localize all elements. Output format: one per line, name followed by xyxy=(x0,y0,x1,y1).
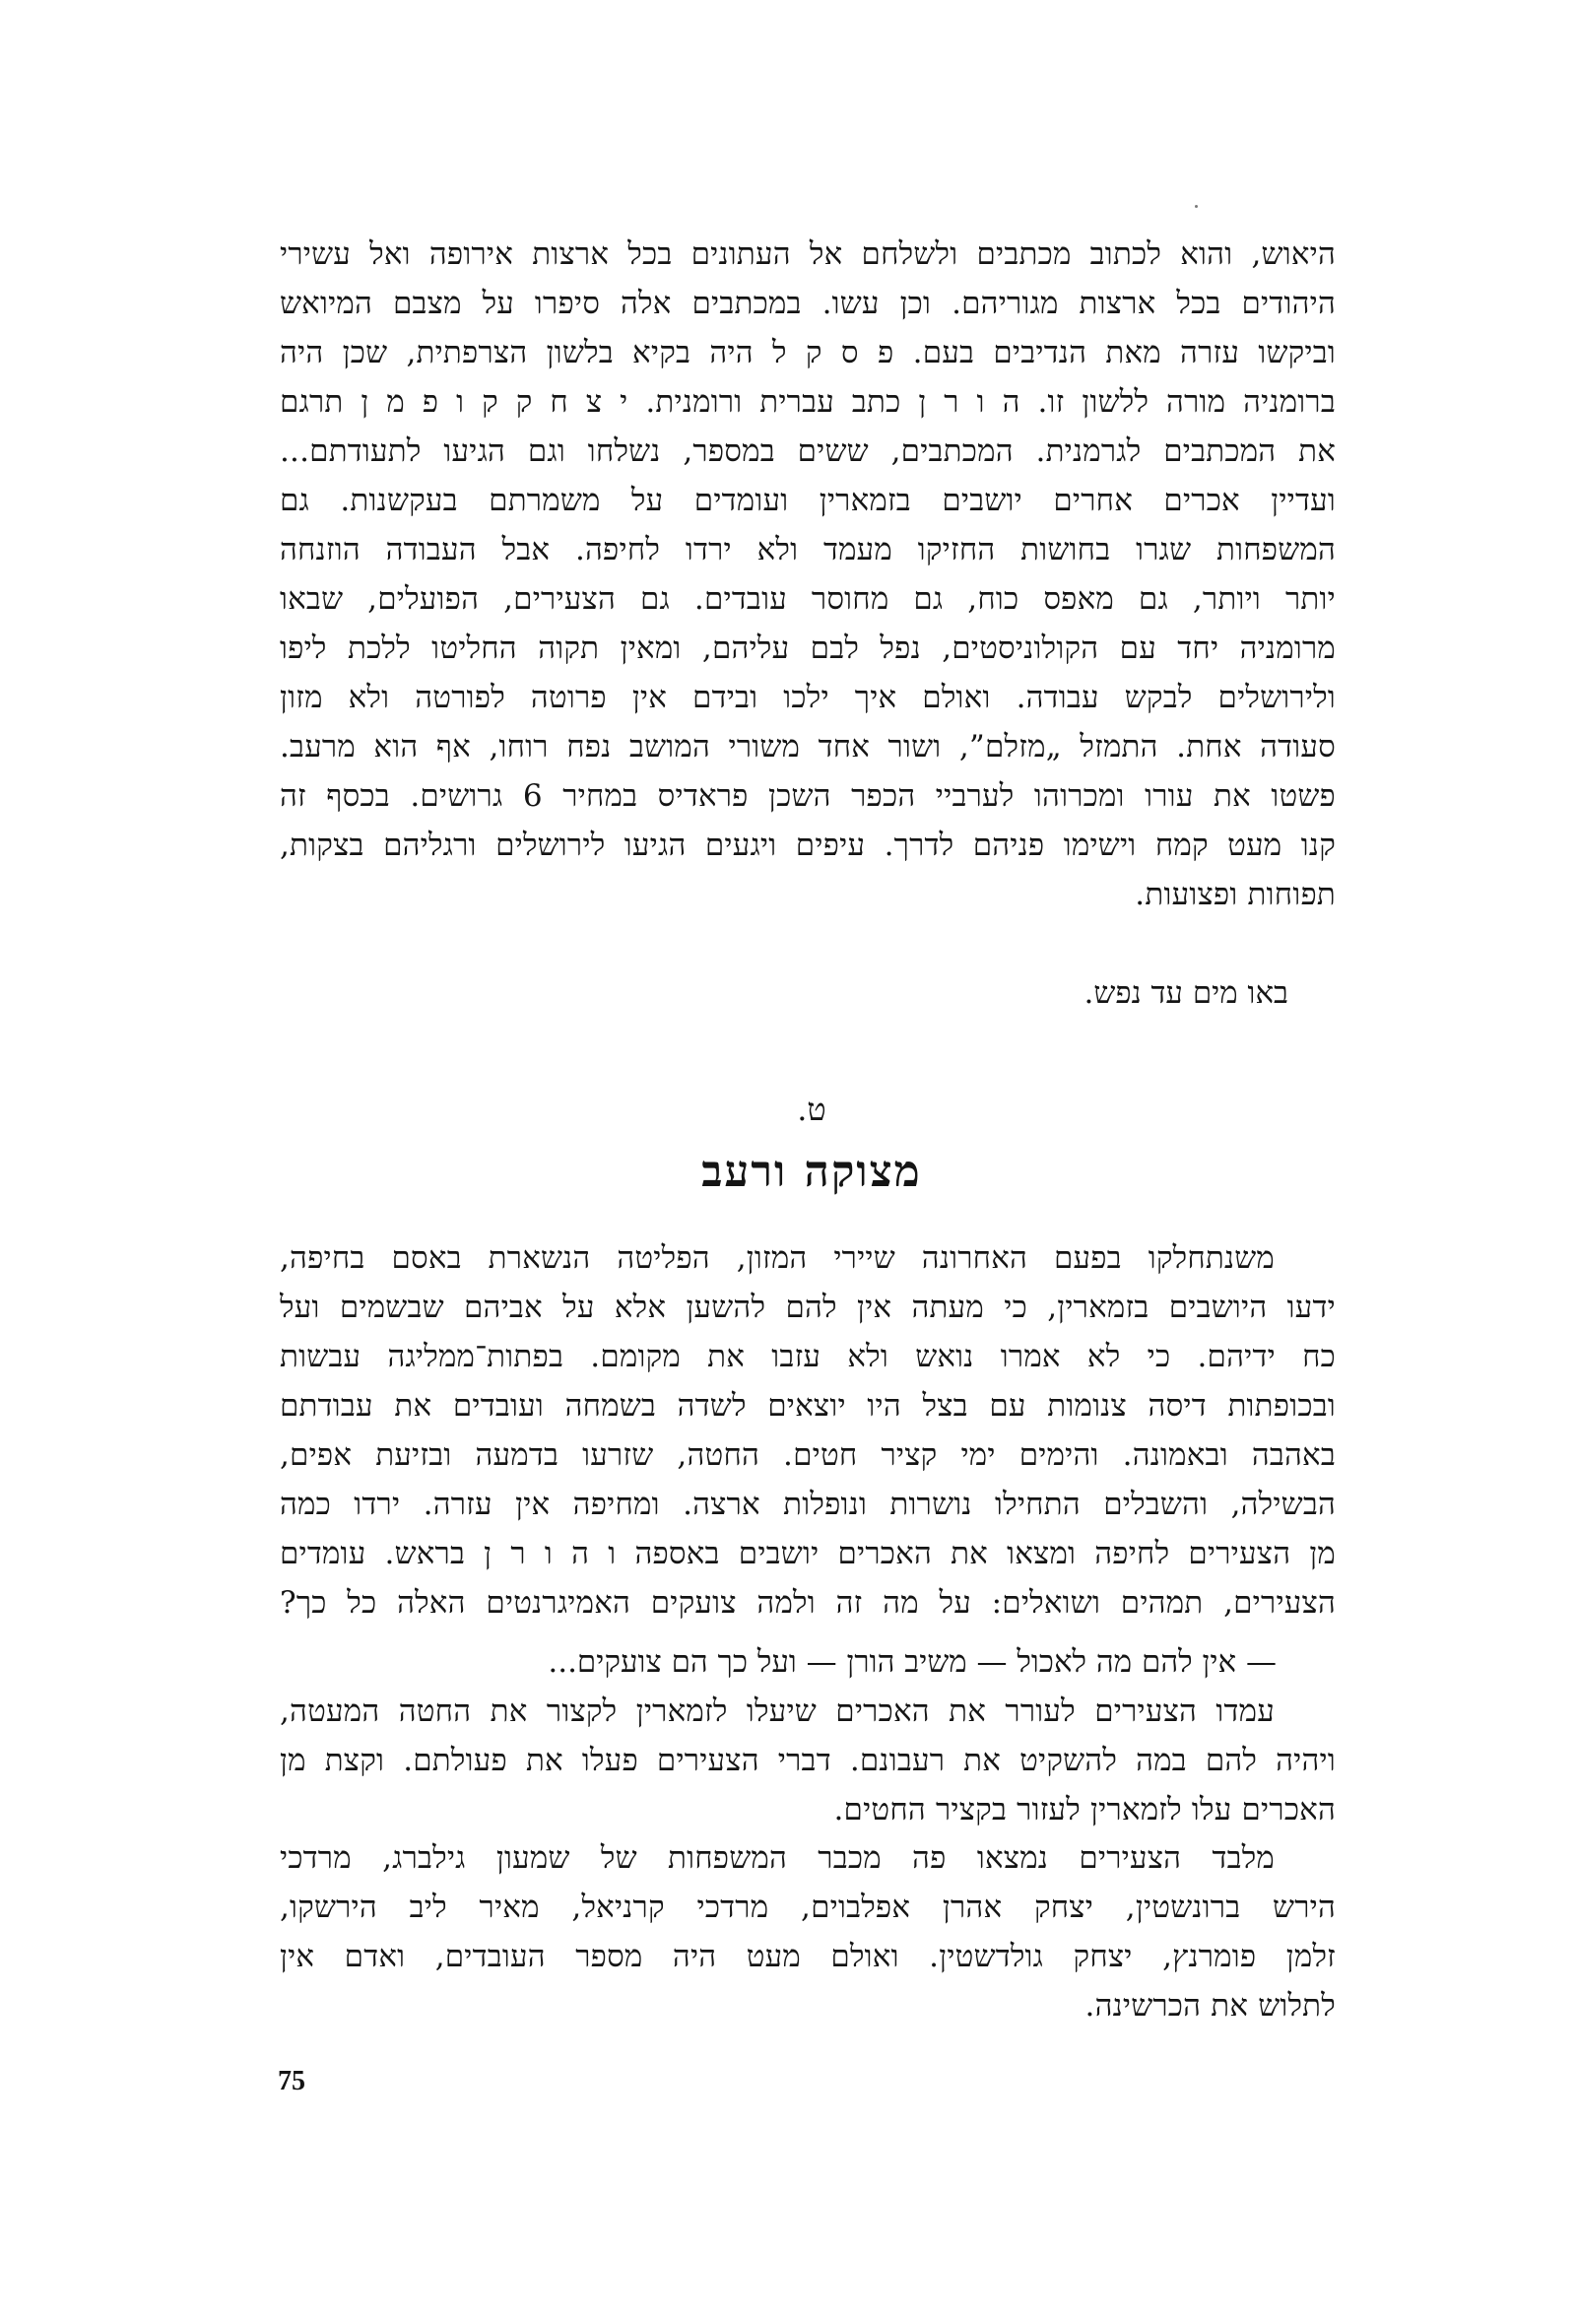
paragraph-harvest xyxy=(280,1687,1336,1834)
text-line: המשפחות שגרו בחושות החזיקו מעמד ולא ירדו לחיפה. אבל העבודה הוזנחה xyxy=(280,532,1336,567)
text-line: כח ידיהם. כי לא אמרו נואש ולא עזבו את מקומם. בפתות־ממליגה עבשות xyxy=(280,1339,1336,1374)
text-line: ולירושלים לבקש עבודה. ואולם איך ילכו ובידם אין פרוטה לפורטה ולא מזון xyxy=(280,680,1336,715)
chapter-title: מצוקה ורעב xyxy=(701,1147,922,1197)
page-number: 75 xyxy=(278,2066,305,2096)
text-line: מלבד הצעירים נמצאו פה מכבר המשפחות של שמעון גילברג, מרדכי xyxy=(280,1840,1275,1876)
text-line: היאוש, והוא לכתוב מכתבים ולשלחם אל העתונים בכל ארצות אירופה ואל עשירי xyxy=(280,236,1336,272)
text-line: משנתחלקו בפעם האחרונה שיירי המזון, הפליטה הנשארת באסם בחיפה, xyxy=(280,1240,1275,1276)
text-line: באהבה ובאמונה. והימים ימי קציר חטים. החטה, שזרעו בדמעה ובזיעת אפים, xyxy=(280,1437,1336,1473)
text-line: וביקשו עזרה מאת הנדיבים בעם. פ ס ק ל היה בקיא בלשון הצרפתית, שכן היה xyxy=(280,335,1336,370)
text-line: זלמן פומרנץ, יצחק גולדשטין. ואולם מעט היה מספר העובדים, ואדם אין xyxy=(280,1939,1336,1974)
text-line: עמדו הצעירים לעורר את האכרים שיעלו לזמארין לקצור את החטה המעטה, xyxy=(280,1693,1275,1729)
text-line: הצעירים, תמהים ושואלים: על מה זה ולמה צועקים האמיגרנטים האלה כל כך? xyxy=(280,1585,1336,1621)
text-line: מן הצעירים לחיפה ומצאו את האכרים יושבים באספה ו ה ו ר ן בראש. עומדים xyxy=(280,1536,1336,1571)
paragraph-families xyxy=(280,1833,1336,2030)
ink-speck xyxy=(1195,205,1198,208)
text-line: ובכופתות דיסה צנומות עם בצל היו יוצאים לשדה בשמחה ועובדים את עבודתם xyxy=(280,1388,1336,1424)
dialogue-line: — אין להם מה לאכול — משיב הורן — ועל כך הם צועקים... xyxy=(548,1644,1277,1680)
text-line: ויהיה להם במה להשקיט את רעבונם. דברי הצעירים פעלו את פעולתם. וקצת מן xyxy=(280,1743,1336,1778)
text-line: סעודה אחת. התמזל „מזלם”, ושור אחד משורי המושב נפח רוחו, אף הוא מרעב. xyxy=(280,729,1336,764)
text-line: לתלוש את הכרשינה. xyxy=(1084,1988,1336,2024)
text-line: את המכתבים לגרמנית. המכתבים, ששים במספר, נשלחו וגם הגיעו לתעודתם... xyxy=(280,433,1336,469)
top-paragraph xyxy=(280,230,1336,919)
text-line: הבשילה, והשבלים התחילו נושרות ונופלות ארצה. ומחיפה אין עזרה. ירדו כמה xyxy=(280,1487,1336,1522)
text-line: פשטו את עורו ומכרוהו לערביי הכפר השכן פראדיס במחיר 6 גרושים. בכסף זה xyxy=(280,778,1336,814)
text-line: קנו מעט קמח וישימו פניהם לדרך. עיפים ויגעים הגיעו לירושלים ורגליהם בצקות, xyxy=(280,828,1336,863)
closing-line: באו מים עד נפש. xyxy=(1084,975,1288,1011)
text-line: ידעו היושבים בזמארין, כי מעתה אין להם להשען אלא על אביהם שבשמים ועל xyxy=(280,1290,1336,1325)
text-line: מרומניה יחד עם הקולוניסטים, נפל לבם עליהם, ומאין תקוה החליטו ללכת ליפו xyxy=(280,631,1336,666)
paragraph-hunger xyxy=(280,1233,1336,1627)
section-number: ט. xyxy=(797,1091,826,1128)
text-line: הירש ברונשטין, יצחק אהרן אפלבוים, מרדכי קרניאל, מאיר ליב הירשקו, xyxy=(280,1890,1336,1925)
text-line: היהודים בכל ארצות מגוריהם. וכן עשו. במכתבים אלה סיפרו על מצבם המיואש xyxy=(280,286,1336,321)
text-line: יותר ויותר, גם מאפס כוח, גם מחוסר עובדים. גם הצעירים, הפועלים, שבאו xyxy=(280,581,1336,617)
text-line: תפוחות ופצועות. xyxy=(1135,877,1336,912)
text-line: ועדיין אכרים אחרים יושבים בזמארין ועומדים על משמרתם בעקשנות. גם xyxy=(280,483,1336,518)
text-line: האכרים עלו לזמארין לעזור בקציר החטים. xyxy=(833,1792,1336,1827)
text-line: ברומניה מורה ללשון זו. ה ו ר ן כתב עברית ורומנית. י צ ח ק ק ו פ מ ן תרגם xyxy=(280,384,1336,420)
